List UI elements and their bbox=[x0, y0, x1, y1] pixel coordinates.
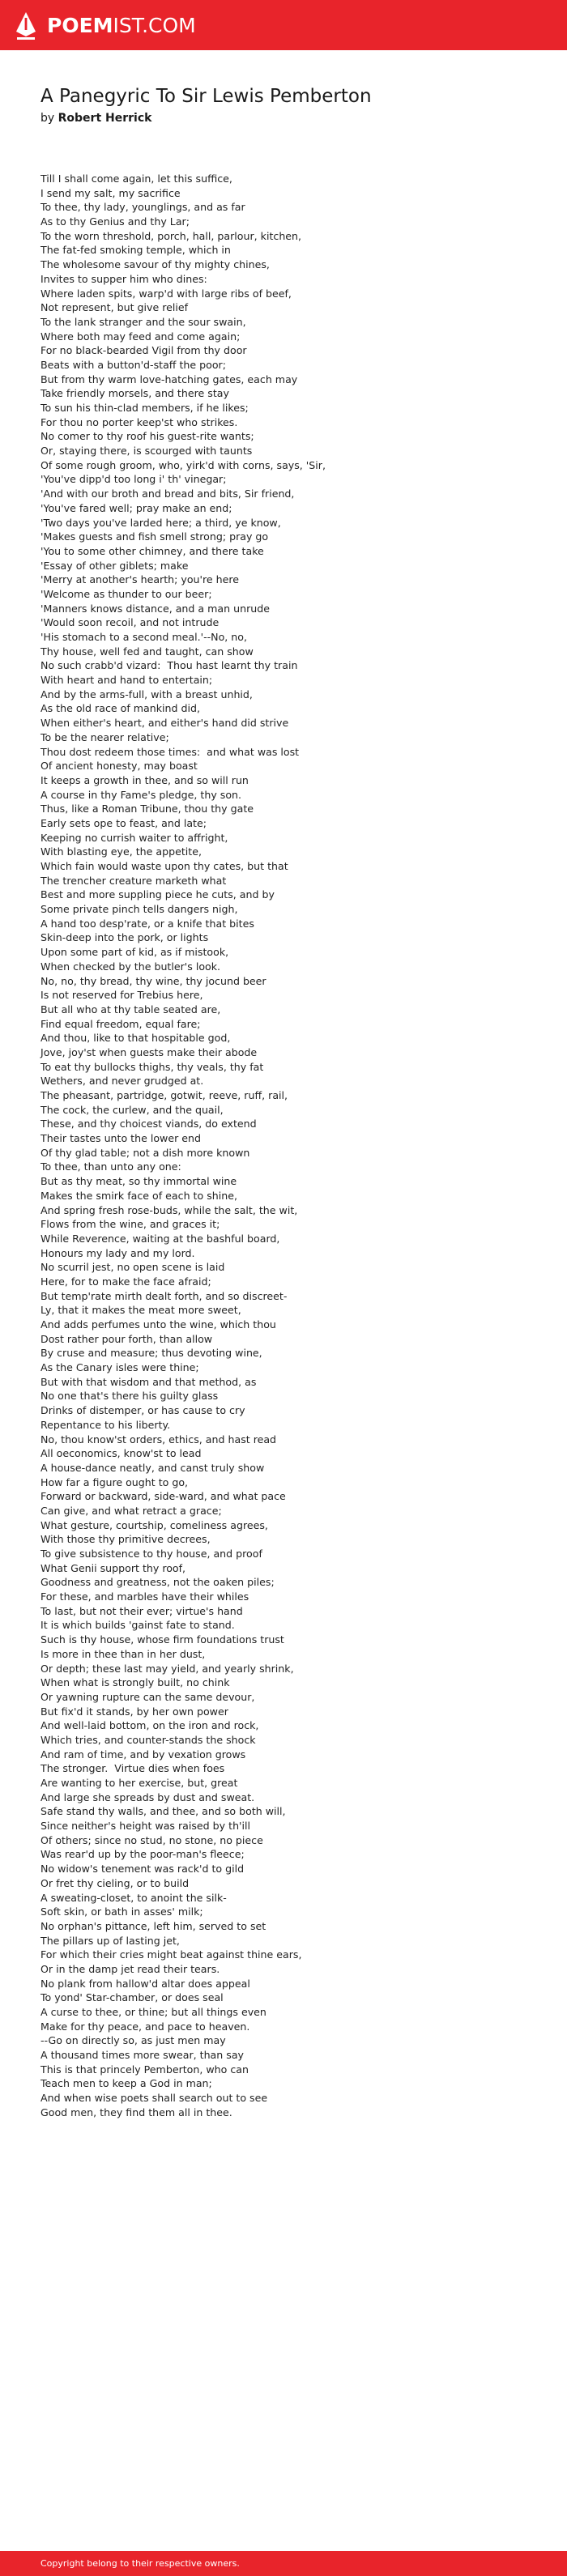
poem-line: Make for thy peace, and pace to heaven. bbox=[40, 2020, 250, 2033]
author-link[interactable]: Robert Herrick bbox=[58, 112, 152, 125]
poem-line: For these, and marbles have their whiles bbox=[40, 1590, 249, 1603]
poem-line: To the worn threshold, porch, hall, parlour, kitchen, bbox=[40, 229, 302, 242]
by-label: by bbox=[40, 112, 55, 125]
poem-line: No scurril jest, no open scene is laid bbox=[40, 1261, 225, 1274]
poem-line: Teach men to keep a God in man; bbox=[40, 2077, 212, 2090]
poem-line: And when wise poets shall search out to see bbox=[40, 2092, 268, 2105]
poem-line: As the Canary isles were thine; bbox=[40, 1361, 199, 1374]
poem-line: A thousand times more swear, than say bbox=[40, 2049, 244, 2062]
poem-line: No, thou know'st orders, ethics, and hast read bbox=[40, 1433, 277, 1446]
poem-line: But fix'd it stands, by her own power bbox=[40, 1705, 228, 1718]
poem-line: It keeps a growth in thee, and so will run bbox=[40, 773, 249, 786]
poem-line: Thou dost redeem those times: and what was lost bbox=[40, 745, 300, 758]
poem-line: Or yawning rupture can the same devour, bbox=[40, 1690, 255, 1703]
poem-line: Keeping no currish waiter to affright, bbox=[40, 831, 228, 844]
site-header bbox=[0, 0, 567, 50]
poem-line: And well-laid bottom, on the iron and rock, bbox=[40, 1719, 259, 1732]
poem-line: Are wanting to her exercise, but, great bbox=[40, 1777, 238, 1789]
poem-line: As to thy Genius and thy Lar; bbox=[40, 215, 190, 228]
poem-line: Skin-deep into the pork, or lights bbox=[40, 931, 209, 944]
poem-line: Of thy glad table; not a dish more known bbox=[40, 1146, 250, 1159]
poem-line: What Genii support thy roof, bbox=[40, 1561, 186, 1574]
poem-line: 'Two days you've larded here; a third, ye know, bbox=[40, 516, 281, 529]
poem-line: 'You've dipp'd too long i' th' vinegar; bbox=[40, 473, 227, 486]
poem-line: Thy house, well fed and taught, can show bbox=[40, 645, 254, 658]
poem-line: Early sets ope to feast, and late; bbox=[40, 816, 207, 829]
poem-line: Best and more suppling piece he cuts, and by bbox=[40, 888, 275, 901]
poem-line: Flows from the wine, and graces it; bbox=[40, 1218, 220, 1231]
poem-line: 'Manners knows distance, and a man unrude bbox=[40, 602, 270, 615]
poem-line: Or in the damp jet read their tears. bbox=[40, 1962, 220, 1975]
poem-line: Till I shall come again, let this suffice, bbox=[40, 172, 232, 185]
poem-line: 'You've fared well; pray make an end; bbox=[40, 501, 232, 514]
poem-line: To sun his thin-clad members, if he likes; bbox=[40, 402, 249, 414]
poem-line: Forward or backward, side-ward, and what pace bbox=[40, 1490, 286, 1503]
poem-line: Since neither's height was raised by th'ill bbox=[40, 1820, 251, 1833]
poem-content bbox=[40, 84, 543, 2120]
poem-line: Where laden spits, warp'd with large ribs of beef, bbox=[40, 287, 292, 300]
poem-line: When what is strongly built, no chink bbox=[40, 1676, 230, 1689]
poem-line: The cock, the curlew, and the quail, bbox=[40, 1103, 224, 1116]
poem-line: Ly, that it makes the meat more sweet, bbox=[40, 1304, 241, 1317]
poem-line: By cruse and measure; thus devoting wine, bbox=[40, 1347, 262, 1360]
poem-line: 'Merry at another's hearth; you're here bbox=[40, 573, 240, 586]
logo-text-bold: POEM bbox=[47, 13, 113, 37]
poem-line: Such is thy house, whose firm foundations trust bbox=[40, 1633, 284, 1646]
poem-line: Is not reserved for Trebius here, bbox=[40, 989, 203, 1002]
poem-line: When either's heart, and either's hand did strive bbox=[40, 717, 289, 730]
poem-line: Find equal freedom, equal fare; bbox=[40, 1017, 201, 1030]
poem-line: Safe stand thy walls, and thee, and so both will, bbox=[40, 1805, 286, 1818]
poem-line: 'Would soon recoil, and not intrude bbox=[40, 616, 220, 629]
poem-line: All oeconomics, know'st to lead bbox=[40, 1447, 202, 1460]
site-footer bbox=[0, 2551, 567, 2576]
poem-line: The fat-fed smoking temple, which in bbox=[40, 244, 231, 257]
poem-line: And by the arms-full, with a breast unhid, bbox=[40, 688, 253, 700]
copyright-text: Copyright belong to their respective owners. bbox=[40, 2558, 240, 2569]
poem-line: And ram of time, and by vexation grows bbox=[40, 1748, 246, 1761]
byline bbox=[40, 110, 543, 126]
poem-line: A course in thy Fame's pledge, thy son. bbox=[40, 788, 242, 801]
poem-line: And adds perfumes unto the wine, which thou bbox=[40, 1318, 276, 1331]
poem-line: Upon some part of kid, as if mistook, bbox=[40, 946, 229, 959]
poem-line: This is that princely Pemberton, who can bbox=[40, 2063, 249, 2076]
poem-line: No one that's there his guilty glass bbox=[40, 1390, 219, 1403]
poem-line: To thee, than unto any one: bbox=[40, 1160, 181, 1173]
poem-line: Repentance to his liberty. bbox=[40, 1418, 171, 1431]
poem-line: Their tastes unto the lower end bbox=[40, 1132, 202, 1145]
poem-line: But all who at thy table seated are, bbox=[40, 1003, 221, 1015]
poem-line: The stronger. Virtue dies when foes bbox=[40, 1762, 225, 1775]
poem-line: No such crabb'd vizard: Thou hast learnt thy train bbox=[40, 659, 298, 672]
poem-line: The pillars up of lasting jet, bbox=[40, 1934, 180, 1947]
poem-line: To be the nearer relative; bbox=[40, 730, 169, 743]
poem-line: 'Essay of other giblets; make bbox=[40, 559, 189, 572]
poem-line: But temp'rate mirth dealt forth, and so discreet- bbox=[40, 1289, 288, 1302]
poem-line: A sweating-closet, to anoint the silk- bbox=[40, 1891, 227, 1904]
poem-line: While Reverence, waiting at the bashful board, bbox=[40, 1232, 280, 1245]
poem-line: Some private pinch tells dangers nigh, bbox=[40, 903, 238, 916]
poem-line: Drinks of distemper, or has cause to cry bbox=[40, 1404, 245, 1417]
poem-line: To eat thy bullocks thighs, thy veals, thy fat bbox=[40, 1060, 264, 1073]
poem-line: But with that wisdom and that method, as bbox=[40, 1375, 257, 1388]
poem-line: Wethers, and never grudged at. bbox=[40, 1075, 204, 1088]
poem-line: How far a figure ought to go, bbox=[40, 1475, 189, 1488]
poem-line: Makes the smirk face of each to shine, bbox=[40, 1189, 237, 1202]
poem-line: For no black-bearded Vigil from thy door bbox=[40, 344, 247, 357]
poem-line: And large she spreads by dust and sweat. bbox=[40, 1790, 255, 1803]
poem-line: No, no, thy bread, thy wine, thy jocund beer bbox=[40, 974, 266, 987]
poem-line: Which tries, and counter-stands the shock bbox=[40, 1733, 256, 1746]
poem-line: Thus, like a Roman Tribune, thou thy gate bbox=[40, 803, 254, 815]
poem-line: With heart and hand to entertain; bbox=[40, 674, 213, 687]
poem-line: Of ancient honesty, may boast bbox=[40, 760, 198, 773]
quill-nib-icon[interactable] bbox=[15, 11, 37, 40]
poem-line: 'And with our broth and bread and bits, Sir friend, bbox=[40, 488, 295, 500]
poem-line: Or depth; these last may yield, and yearly shrink, bbox=[40, 1662, 294, 1675]
poem-line: With blasting eye, the appetite, bbox=[40, 845, 202, 858]
poem-body bbox=[40, 172, 543, 2120]
poem-line: To give subsistence to thy house, and proof bbox=[40, 1548, 262, 1560]
poem-line: Is more in thee than in her dust, bbox=[40, 1647, 206, 1660]
poem-line: Soft skin, or bath in asses' milk; bbox=[40, 1905, 203, 1918]
poem-line: Beats with a button'd-staff the poor; bbox=[40, 358, 226, 371]
poem-line: Or fret thy cieling, or to build bbox=[40, 1876, 190, 1889]
poem-line: I send my salt, my sacrifice bbox=[40, 186, 181, 199]
poem-line: Honours my lady and my lord. bbox=[40, 1246, 195, 1259]
poem-line: Was rear'd up by the poor-man's fleece; bbox=[40, 1848, 245, 1861]
poem-line: These, and thy choicest viands, do extend bbox=[40, 1118, 257, 1130]
poem-line: As the old race of mankind did, bbox=[40, 702, 200, 715]
poem-line: What gesture, courtship, comeliness agrees, bbox=[40, 1518, 268, 1531]
poem-line: Jove, joy'st when guests make their abode bbox=[40, 1045, 258, 1058]
poem-line: To the lank stranger and the sour swain, bbox=[40, 315, 246, 328]
poem-line: Goodness and greatness, not the oaken piles; bbox=[40, 1576, 275, 1589]
poem-line: A curse to thee, or thine; but all things even bbox=[40, 2006, 266, 2018]
poem-line: 'Welcome as thunder to our beer; bbox=[40, 587, 212, 600]
poem-line: --Go on directly so, as just men may bbox=[40, 2034, 226, 2047]
poem-line: To last, but not their ever; virtue's hand bbox=[40, 1604, 243, 1617]
poem-line: But from thy warm love-hatching gates, each may bbox=[40, 373, 298, 385]
poem-line: To thee, thy lady, younglings, and as far bbox=[40, 201, 245, 214]
poem-line: For which their cries might beat against thine ears, bbox=[40, 1948, 302, 1961]
poem-line: It is which builds 'gainst fate to stand. bbox=[40, 1619, 235, 1632]
poem-line: Dost rather pour forth, than allow bbox=[40, 1332, 213, 1345]
poem-line: And spring fresh rose-buds, while the salt, the wit, bbox=[40, 1203, 298, 1216]
poem-line: Here, for to make the face afraid; bbox=[40, 1275, 211, 1288]
poem-line: Can give, and what retract a grace; bbox=[40, 1504, 222, 1517]
site-logo[interactable] bbox=[47, 15, 196, 36]
poem-line: The pheasant, partridge, gotwit, reeve, ruff, rail, bbox=[40, 1089, 288, 1101]
poem-line: Not represent, but give relief bbox=[40, 301, 189, 314]
poem-line: Take friendly morsels, and there stay bbox=[40, 387, 229, 400]
poem-line: Where both may feed and come again; bbox=[40, 330, 241, 343]
poem-line: Good men, they find them all in thee. bbox=[40, 2106, 232, 2118]
poem-line: And thou, like to that hospitable god, bbox=[40, 1032, 231, 1045]
logo-text-light: IST.COM bbox=[113, 13, 196, 37]
poem-line: No comer to thy roof his guest-rite wants; bbox=[40, 430, 254, 443]
poem-line: Of some rough groom, who, yirk'd with corns, says, 'Sir, bbox=[40, 458, 326, 471]
poem-line: With those thy primitive decrees, bbox=[40, 1533, 211, 1546]
poem-line: Invites to supper him who dines: bbox=[40, 272, 207, 285]
poem-line: Which fain would waste upon thy cates, but that bbox=[40, 860, 288, 872]
poem-line: But as thy meat, so thy immortal wine bbox=[40, 1175, 237, 1188]
poem-line: No plank from hallow'd altar does appeal bbox=[40, 1977, 250, 1990]
poem-line: Or, staying there, is scourged with taunts bbox=[40, 445, 253, 458]
poem-line: 'Makes guests and fish smell strong; pray go bbox=[40, 530, 269, 543]
poem-line: For thou no porter keep'st who strikes. bbox=[40, 415, 238, 428]
poem-line: No orphan's pittance, left him, served to set bbox=[40, 1919, 266, 1932]
poem-title: A Panegyric To Sir Lewis Pemberton bbox=[40, 86, 372, 107]
poem-line: No widow's tenement was rack'd to gild bbox=[40, 1863, 245, 1876]
poem-line: 'You to some other chimney, and there take bbox=[40, 544, 264, 557]
poem-line: The wholesome savour of thy mighty chines, bbox=[40, 258, 270, 271]
poem-line: A house-dance neatly, and canst truly show bbox=[40, 1461, 265, 1474]
poem-line: To yond' Star-chamber, or does seal bbox=[40, 1991, 224, 2004]
poem-line: When checked by the butler's look. bbox=[40, 960, 221, 973]
poem-line: The trencher creature marketh what bbox=[40, 874, 227, 887]
poem-line: A hand too desp'rate, or a knife that bites bbox=[40, 917, 254, 930]
poem-line: Of others; since no stud, no stone, no piece bbox=[40, 1833, 263, 1846]
poem-line: 'His stomach to a second meal.'--No, no, bbox=[40, 631, 247, 643]
